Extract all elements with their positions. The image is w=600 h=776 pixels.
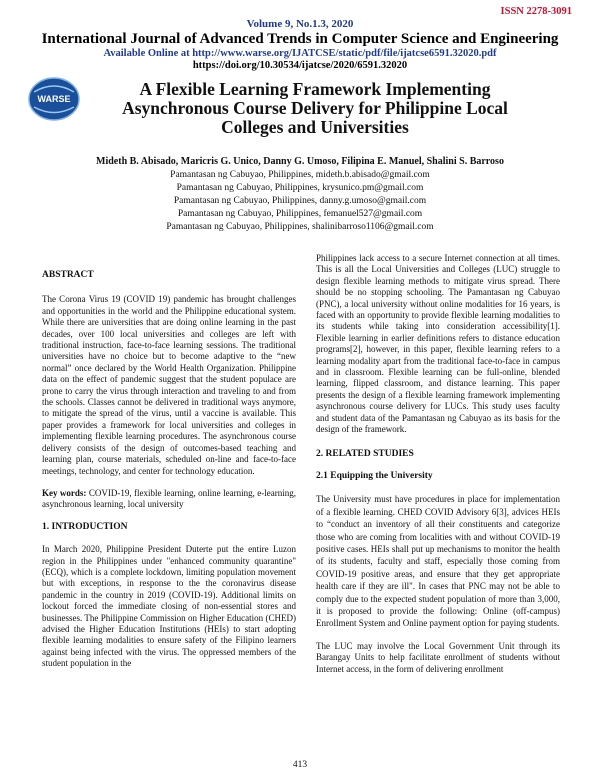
paper-title: A Flexible Learning Framework Implementing Asynchronous Course Delivery for Philippine Local Colleges and Universities <box>122 79 508 137</box>
equipping-university-text: The University must have procedures in place for implementation of a flexible learning. CHED COVID Advisory 6[3], advices HEIs to “conduct an inventory of all their constituents and categorize those who are coming from localities with and without COVID-19 positive cases. HEIs shall put up mechanisms to monitor the health of its students, faculty and staff, especially those coming from COVID-19 positive areas, and ensure that they get appropriate health care if they are ill". In cases that PNC may not be able to comply due to the expected student population of more than 3,000, it is proposed to provide the following: Online (off-campus) Enrollment System and Online payment option for paying students. <box>316 494 560 629</box>
right-column <box>316 253 560 675</box>
keywords-label: Key words: <box>42 487 87 498</box>
logo-text: WARSE <box>37 94 71 104</box>
luc-involvement-text: The LUC may involve the Local Government Unit through its Barangay Units to help facilitate enrollment of students without Internet access, in the form of delivering enrollment <box>316 640 560 674</box>
abstract-heading: ABSTRACT <box>42 270 94 280</box>
abstract-text: The Corona Virus 19 (COVID 19) pandemic has brought challenges and opportunities in the world and the Philippine educational system. While there are universities that are doing online learning in the past decades, over 100 local universities and colleges are left with traditional instruction, face-to-face learning sessions. The traditional universities have no choice but to become adaptive to the “new normal” once declared by the World Health Organization. Philippine data on the effect of pandemic suggest that the student populace are prone to carry the virus through interaction and traveling to and from the schools. Classes cannot be delivered in traditional ways anymore, to mitigate the spread of the virus, until a vaccine is available. This paper provides a framework for local universities and colleges in implementing flexible learning procedures. The asynchronous course delivery consists of the design of outcomes-based teaching and learning plan, course materials, scheduled on-line and face-to-face meetings, technology, and center for technology education. <box>42 294 296 476</box>
issn-label: ISSN 2278-3091 <box>500 6 572 17</box>
intro-continued-text: Philippines lack access to a secure Internet connection at all times. This is all the Local Universities and Colleges (LUC) struggle to design flexible learning methods to mitigate virus spread. There should be no stopping schooling. The Pamantasan ng Cabuyao (PNC), a local university without online modalities for 16 years, is faced with an opportunity to provide flexible learning modalities to its students while taking into consideration accessibility[1]. Flexible learning in earlier definitions refers to distance education programs[2], however, in this paper, flexible learning refers to a learning modality apart from the traditional face-to-face in campus and in classroom. Flexible learning can be full-online, blended learning, flipped classroom, and distance learning. This paper presents the design of a flexible learning framework implementing asynchronous course delivery for LUCs. This study uses faculty and student data of the Pamantasan ng Cabuyao as its basis for the design of the framework. <box>316 253 560 435</box>
warse-logo <box>28 76 80 122</box>
left-column <box>42 270 296 670</box>
page-number: 413 <box>292 760 308 770</box>
affiliation-4: Pamantasan ng Cabuyao, Philippines, femanuel527@gmail.com <box>177 209 423 219</box>
author-list: Mideth B. Abisado, Maricris G. Unico, Danny G. Umoso, Filipina E. Manuel, Shalini S. Barroso <box>96 156 504 167</box>
affiliation-3: Pamantasan ng Cabuyao, Philippines, danny.g.umoso@gmail.com <box>173 196 427 206</box>
affiliation-5: Pamantasan ng Cabuyao, Philippines, shalinibarroso1106@gmail.com <box>166 222 434 232</box>
introduction-text: In March 2020, Philippine President Duterte put the entire Luzon region in the Philippines under "enhanced community quarantine" (ECQ), which is a complete lockdown, limiting population movement but with exceptions, in response to the the coronavirus disease pandemic in the country in 2019 (COVID-19). Additional limits on lockout forced the immediate closing of non-essential stores and businesses. The Philippine Commission on Higher Education (CHED) advised the Higher Education Institutions (HEIs) to start adopting flexible learning modalities to ensure safety of the Filipino learners against being infected with the virus. The oppressed members of the student population in the <box>42 544 296 669</box>
journal-name: International Journal of Advanced Trends in Computer Science and Engineering <box>41 31 559 47</box>
affiliation-2: Pamantasan ng Cabuyao, Philippines, krysunico.pm@gmail.com <box>176 183 424 193</box>
related-studies-heading: 2. RELATED STUDIES <box>316 448 414 459</box>
doi-link[interactable]: https://doi.org/10.30534/ijatcse/2020/6591.32020 <box>192 60 408 71</box>
equipping-university-subheading: 2.1 Equipping the University <box>316 470 433 481</box>
keywords-text: COVID-19, flexible learning, online learning, e-learning, asynchronous learning, local university <box>42 487 296 510</box>
affiliation-1: Pamantasan ng Cabuyao, Philippines, mideth.b.abisado@gmail.com <box>170 170 430 180</box>
volume-line: Volume 9, No.1.3, 2020 <box>246 18 354 30</box>
introduction-heading: 1. INTRODUCTION <box>42 521 128 532</box>
available-online-link[interactable]: Available Online at http://www.warse.org/IJATCSE/static/pdf/file/ijatcse6591.32020.pdf <box>103 48 497 59</box>
